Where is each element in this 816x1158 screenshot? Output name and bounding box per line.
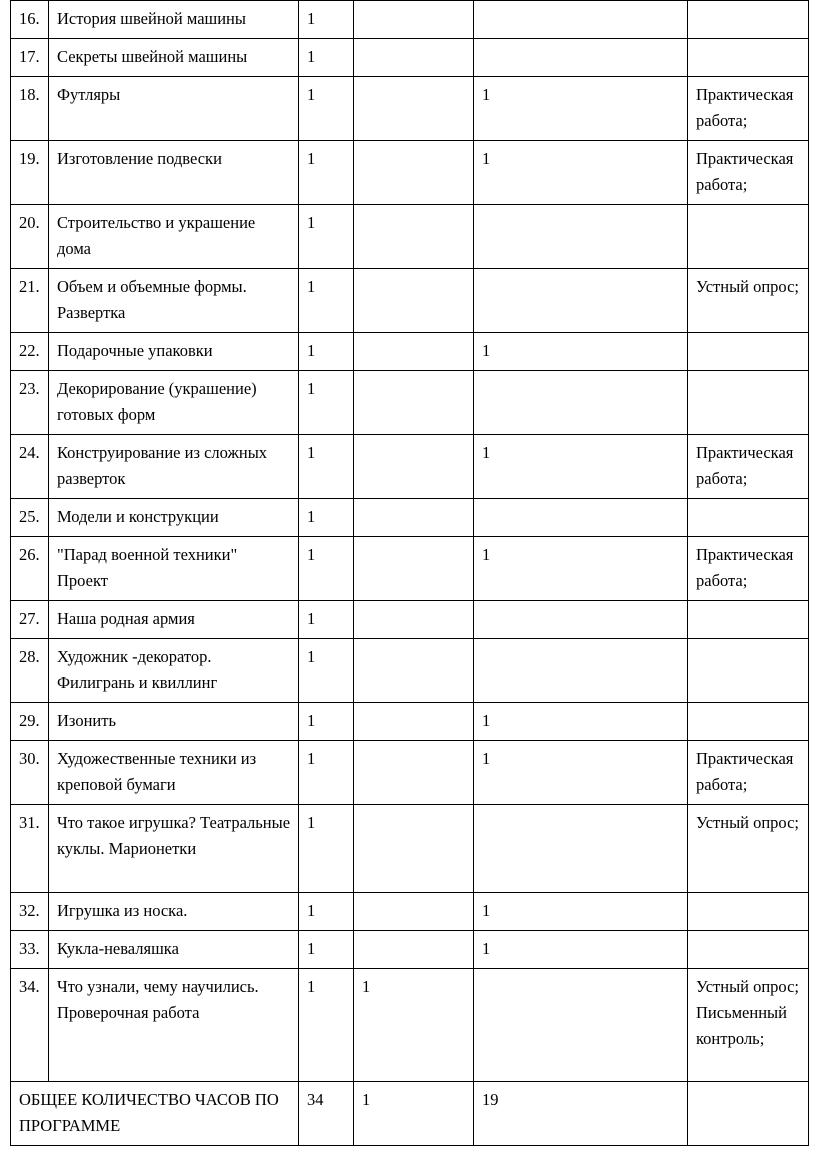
theory-hours-cell — [354, 639, 474, 703]
practice-hours-cell — [474, 39, 688, 77]
practice-hours-cell — [474, 1, 688, 39]
table-body — [11, 1, 809, 1146]
lesson-topic: Игрушка из носка. — [49, 893, 299, 931]
practice-hours-cell: 1 — [474, 537, 688, 601]
practice-hours-cell: 1 — [474, 703, 688, 741]
control-form-cell: Устный опрос; — [688, 805, 809, 893]
table-row — [11, 499, 809, 537]
total-hours-cell: 1 — [299, 969, 354, 1082]
control-form-cell: Практическая работа; — [688, 741, 809, 805]
table-row — [11, 931, 809, 969]
table-row — [11, 703, 809, 741]
row-number: 22. — [11, 333, 49, 371]
row-number: 21. — [11, 269, 49, 333]
theory-hours-cell — [354, 537, 474, 601]
total-hours-cell: 1 — [299, 893, 354, 931]
total-row — [11, 1082, 809, 1146]
practice-hours-cell: 1 — [474, 931, 688, 969]
practice-hours-cell: 1 — [474, 893, 688, 931]
lesson-topic: Изонить — [49, 703, 299, 741]
total-hours-cell: 1 — [299, 371, 354, 435]
lesson-topic: Что узнали, чему научились. Проверочная работа — [49, 969, 299, 1082]
row-number: 30. — [11, 741, 49, 805]
control-form-cell — [688, 39, 809, 77]
total-hours-cell: 1 — [299, 639, 354, 703]
table-row — [11, 805, 809, 893]
theory-hours-cell — [354, 601, 474, 639]
control-form-cell — [688, 371, 809, 435]
table-row — [11, 333, 809, 371]
total-hours-cell: 1 — [299, 703, 354, 741]
practice-hours-cell — [474, 969, 688, 1082]
total-hours-cell: 1 — [299, 537, 354, 601]
practice-hours-cell: 1 — [474, 741, 688, 805]
total-practice-sum: 19 — [474, 1082, 688, 1146]
total-hours-cell: 1 — [299, 805, 354, 893]
control-form-cell — [688, 499, 809, 537]
theory-hours-cell — [354, 77, 474, 141]
practice-hours-cell: 1 — [474, 435, 688, 499]
total-hours-cell: 1 — [299, 435, 354, 499]
control-form-cell: Практическая работа; — [688, 435, 809, 499]
total-hours-cell: 1 — [299, 269, 354, 333]
control-form-cell — [688, 601, 809, 639]
total-hours-cell: 1 — [299, 39, 354, 77]
row-number: 27. — [11, 601, 49, 639]
lesson-topic: Строительство и украшение дома — [49, 205, 299, 269]
practice-hours-cell — [474, 269, 688, 333]
control-form-cell — [688, 893, 809, 931]
lesson-topic: Что такое игрушка? Театральные куклы. Марионетки — [49, 805, 299, 893]
practice-hours-cell: 1 — [474, 333, 688, 371]
lesson-topic: "Парад военной техники" Проект — [49, 537, 299, 601]
total-hours-sum: 34 — [299, 1082, 354, 1146]
theory-hours-cell — [354, 805, 474, 893]
total-hours-cell: 1 — [299, 205, 354, 269]
row-number: 31. — [11, 805, 49, 893]
row-number: 23. — [11, 371, 49, 435]
total-hours-cell: 1 — [299, 499, 354, 537]
row-number: 29. — [11, 703, 49, 741]
theory-hours-cell — [354, 39, 474, 77]
curriculum-table — [10, 0, 809, 1146]
practice-hours-cell — [474, 205, 688, 269]
theory-hours-cell — [354, 205, 474, 269]
total-label: ОБЩЕЕ КОЛИЧЕСТВО ЧАСОВ ПО ПРОГРАММЕ — [11, 1082, 299, 1146]
total-hours-cell: 1 — [299, 1, 354, 39]
row-number: 28. — [11, 639, 49, 703]
practice-hours-cell — [474, 499, 688, 537]
table-row — [11, 269, 809, 333]
table-row — [11, 537, 809, 601]
control-form-cell: Устный опрос; Письменный контроль; — [688, 969, 809, 1082]
lesson-topic: Объем и объемные формы. Развертка — [49, 269, 299, 333]
control-form-cell — [688, 1, 809, 39]
lesson-topic: История швейной машины — [49, 1, 299, 39]
row-number: 18. — [11, 77, 49, 141]
table-row — [11, 639, 809, 703]
practice-hours-cell — [474, 805, 688, 893]
practice-hours-cell: 1 — [474, 77, 688, 141]
total-hours-cell: 1 — [299, 601, 354, 639]
theory-hours-cell — [354, 269, 474, 333]
lesson-topic: Художник -декоратор. Филигрань и квиллинг — [49, 639, 299, 703]
theory-hours-cell — [354, 435, 474, 499]
table-row — [11, 77, 809, 141]
row-number: 33. — [11, 931, 49, 969]
table-row — [11, 205, 809, 269]
practice-hours-cell — [474, 639, 688, 703]
table-row — [11, 741, 809, 805]
lesson-topic: Конструирование из сложных разверток — [49, 435, 299, 499]
theory-hours-cell — [354, 703, 474, 741]
lesson-topic: Художественные техники из креповой бумаги — [49, 741, 299, 805]
table-row — [11, 969, 809, 1082]
lesson-topic: Декорирование (украшение) готовых форм — [49, 371, 299, 435]
control-form-cell — [688, 205, 809, 269]
lesson-topic: Изготовление подвески — [49, 141, 299, 205]
total-hours-cell: 1 — [299, 141, 354, 205]
total-hours-cell: 1 — [299, 931, 354, 969]
lesson-topic: Модели и конструкции — [49, 499, 299, 537]
row-number: 32. — [11, 893, 49, 931]
lesson-topic: Футляры — [49, 77, 299, 141]
practice-hours-cell — [474, 601, 688, 639]
lesson-topic: Наша родная армия — [49, 601, 299, 639]
control-form-cell — [688, 639, 809, 703]
theory-hours-cell — [354, 1, 474, 39]
table-row — [11, 1, 809, 39]
control-form-cell — [688, 931, 809, 969]
row-number: 24. — [11, 435, 49, 499]
control-form-cell — [688, 703, 809, 741]
table-row — [11, 371, 809, 435]
theory-hours-cell — [354, 741, 474, 805]
table-row — [11, 39, 809, 77]
control-form-cell — [688, 333, 809, 371]
row-number: 17. — [11, 39, 49, 77]
theory-hours-cell — [354, 333, 474, 371]
total-theory-sum: 1 — [354, 1082, 474, 1146]
table-row — [11, 141, 809, 205]
total-hours-cell: 1 — [299, 741, 354, 805]
practice-hours-cell — [474, 371, 688, 435]
lesson-topic: Подарочные упаковки — [49, 333, 299, 371]
row-number: 19. — [11, 141, 49, 205]
lesson-topic: Кукла-неваляшка — [49, 931, 299, 969]
control-form-cell: Практическая работа; — [688, 141, 809, 205]
control-form-cell: Практическая работа; — [688, 537, 809, 601]
theory-hours-cell — [354, 371, 474, 435]
lesson-topic: Секреты швейной машины — [49, 39, 299, 77]
table-row — [11, 435, 809, 499]
theory-hours-cell: 1 — [354, 969, 474, 1082]
total-control-cell — [688, 1082, 809, 1146]
practice-hours-cell: 1 — [474, 141, 688, 205]
row-number: 34. — [11, 969, 49, 1082]
total-hours-cell: 1 — [299, 333, 354, 371]
table-row — [11, 601, 809, 639]
theory-hours-cell — [354, 499, 474, 537]
total-hours-cell: 1 — [299, 77, 354, 141]
control-form-cell: Устный опрос; — [688, 269, 809, 333]
table-row — [11, 893, 809, 931]
theory-hours-cell — [354, 141, 474, 205]
control-form-cell: Практическая работа; — [688, 77, 809, 141]
row-number: 20. — [11, 205, 49, 269]
row-number: 25. — [11, 499, 49, 537]
theory-hours-cell — [354, 893, 474, 931]
theory-hours-cell — [354, 931, 474, 969]
row-number: 16. — [11, 1, 49, 39]
row-number: 26. — [11, 537, 49, 601]
